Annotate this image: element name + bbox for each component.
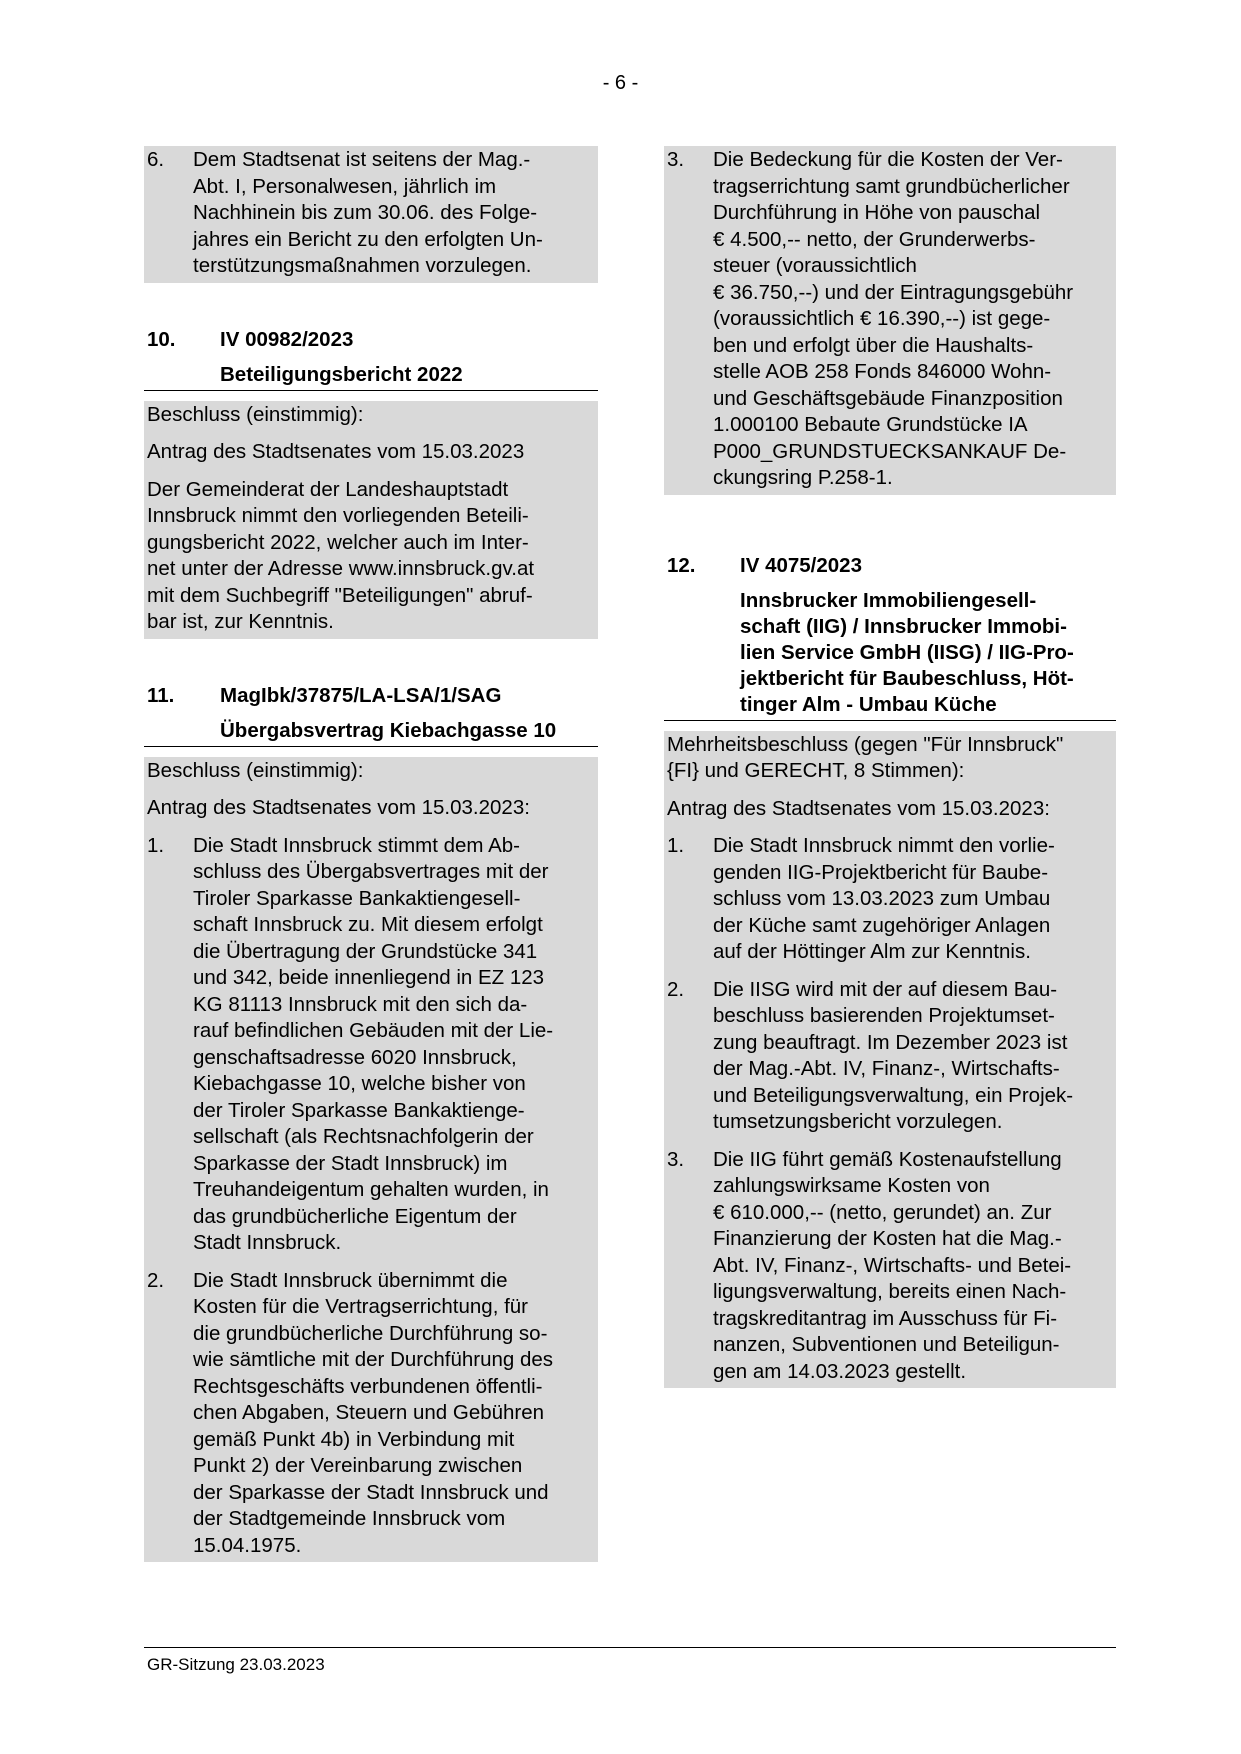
text-line: wie sämtliche mit der Durchführung des (193, 1348, 554, 1371)
text-line: Kiebachgasse 10, welche bisher von (193, 1072, 526, 1095)
item-text (193, 833, 595, 1257)
section-10-body (144, 401, 598, 639)
text-line: net unter der Adresse www.innsbruck.gv.at (147, 557, 535, 580)
text-line: € 36.750,--) und der Eintragungsgebühr (713, 280, 1074, 304)
item-number: 6. (147, 148, 165, 171)
section-title: Übergabsvertrag Kiebachgasse 10 (144, 718, 598, 747)
text-line: ben und erfolgt über die Haushalts- (713, 333, 1034, 357)
text-line: Tiroler Sparkasse Bankaktiengesell- (193, 886, 521, 910)
item-6-block (144, 146, 598, 283)
text-line: tragserrichtung samt grundbücherlicher (713, 174, 1070, 198)
text-line: der Sparkasse der Stadt Innsbruck und (193, 1480, 549, 1504)
text-line: und Beteiligungsverwaltung, ein Projek- (713, 1083, 1074, 1107)
motion-line: Antrag des Stadtsenates vom 15.03.2023 (147, 440, 525, 463)
resolution-type: Beschluss (einstimmig): (147, 402, 364, 426)
text-line: Die Stadt Innsbruck stimmt dem Ab- (193, 833, 520, 857)
text-line: Die IIG führt gemäß Kostenaufstellung (713, 1147, 1062, 1171)
text-line: Die Bedeckung für die Kosten der Ver- (713, 148, 1063, 171)
item-number: 1. (667, 834, 685, 857)
text-line: der Tiroler Sparkasse Bankaktienge- (193, 1098, 525, 1122)
text-line: Sparkasse der Stadt Innsbruck) im (193, 1151, 508, 1175)
text-line: und 342, beide innenliegend in EZ 123 (193, 966, 545, 989)
text-line: Treuhandeigentum gehalten wurden, in (193, 1178, 549, 1201)
text-line: Abt. I, Personalwesen, jährlich im (193, 174, 497, 198)
text-line: Der Gemeinderat der Landeshauptstadt (147, 477, 509, 501)
text-line: Nachhinein bis zum 30.06. des Folge- (193, 201, 538, 224)
text-line: Die Stadt Innsbruck übernimmt die (193, 1268, 508, 1292)
text-line: der Stadtgemeinde Innsbruck vom (193, 1507, 506, 1530)
item-text (713, 147, 1113, 492)
text-line: die Übertragung der Grundstücke 341 (193, 939, 538, 963)
list-item (664, 977, 1116, 1136)
text-line: steuer (voraussichtlich (713, 254, 917, 277)
item-text (193, 147, 595, 280)
text-line: gen am 14.03.2023 gestellt. (713, 1359, 967, 1383)
item-text (193, 1268, 595, 1560)
item-text (713, 833, 1113, 966)
section-code: IV 00982/2023 (220, 327, 354, 351)
resolution-text (144, 477, 598, 636)
text-line: mit dem Suchbegriff "Beteiligungen" abruf- (147, 583, 533, 607)
text-line: rauf befindlichen Gebäuden mit der Lie- (193, 1019, 554, 1042)
text-line: {FI} und GERECHT, 8 Stimmen): (667, 759, 965, 782)
text-line: Rechtsgeschäfts verbundenen öffentli- (193, 1374, 543, 1398)
text-line: € 610.000,-- (netto, gerundet) an. Zur (713, 1200, 1052, 1224)
text-line: und Geschäftsgebäude Finanzposition (713, 386, 1063, 410)
text-line: bar ist, zur Kenntnis. (147, 610, 334, 633)
text-line: (voraussichtlich € 16.390,--) ist gege- (713, 307, 1051, 330)
text-line: Dem Stadtsenat ist seitens der Mag.- (193, 148, 531, 171)
text-line: ligungsverwaltung, bereits einen Nach- (713, 1280, 1067, 1303)
title-line: tinger Alm - Umbau Küche (740, 692, 997, 716)
footer-session-date: GR-Sitzung 23.03.2023 (147, 1655, 325, 1674)
text-line: Die Stadt Innsbruck nimmt den vorlie- (713, 834, 1055, 857)
item-3-block (664, 146, 1116, 495)
text-line: der Küche samt zugehöriger Anlagen (713, 913, 1051, 937)
text-line: genden IIG-Projektbericht für Baube- (713, 860, 1049, 884)
text-line: Innsbruck nimmt den vorliegenden Beteili- (147, 504, 529, 527)
section-number: 11. (147, 683, 175, 707)
list-item (144, 833, 598, 1257)
text-line: schaft Innsbruck zu. Mit diesem erfolgt (193, 913, 543, 936)
text-line: Die IISG wird mit der auf diesem Bau- (713, 977, 1058, 1001)
text-line: der Mag.-Abt. IV, Finanz-, Wirtschafts- (713, 1057, 1060, 1080)
text-line: schluss des Übergabsvertrages mit der (193, 860, 549, 883)
text-line: jahres ein Bericht zu den erfolgten Un- (193, 227, 543, 251)
text-line: gemäß Punkt 4b) in Verbindung mit (193, 1427, 515, 1451)
text-line: auf der Höttinger Alm zur Kenntnis. (713, 940, 1031, 963)
item-number: 3. (667, 148, 685, 171)
section-11-body (144, 757, 598, 1563)
section-title: Beteiligungsbericht 2022 (144, 362, 598, 391)
item-number: 1. (147, 833, 165, 857)
text-line: P000_GRUNDSTUECKSANKAUF De- (713, 439, 1067, 463)
resolution-type (664, 732, 1116, 785)
text-line: die grundbücherliche Durchführung so- (193, 1321, 548, 1345)
text-line: tragskreditantrag im Ausschuss für Fi- (713, 1306, 1058, 1330)
title-line: Innsbrucker Immobiliengesell- (740, 588, 1037, 612)
text-line: schluss vom 13.03.2023 zum Umbau (713, 887, 1051, 910)
text-line: zahlungswirksame Kosten von (713, 1174, 990, 1197)
text-line: Stadt Innsbruck. (193, 1231, 342, 1254)
title-line: schaft (IIG) / Innsbrucker Immobi- (740, 614, 1067, 638)
page-number: - 6 - (602, 72, 639, 94)
list-item (664, 1147, 1116, 1386)
section-code: MagIbk/37875/LA-LSA/1/SAG (220, 683, 502, 707)
text-line: tumsetzungsbericht vorzulegen. (713, 1110, 1003, 1133)
text-line: genschaftsadresse 6020 Innsbruck, (193, 1045, 517, 1069)
text-line: gungsbericht 2022, welcher auch im Inter- (147, 530, 529, 554)
text-line: nanzen, Subventionen und Beteiligun- (713, 1333, 1060, 1356)
right-column (664, 146, 1116, 1388)
section-11-heading (144, 683, 598, 747)
section-12-body (664, 731, 1116, 1389)
text-line: € 4.500,-- netto, der Grunderwerbs- (713, 227, 1036, 251)
list-item (664, 833, 1116, 966)
text-line: Kosten für die Vertragserrichtung, für (193, 1295, 529, 1318)
section-code: IV 4075/2023 (740, 553, 862, 577)
text-line: 1.000100 Bebaute Grundstücke IA (713, 413, 1028, 436)
resolution-type: Beschluss (einstimmig): (147, 758, 364, 782)
title-line: lien Service GmbH (IISG) / IIG-Pro- (740, 640, 1074, 664)
list-item (144, 147, 598, 280)
section-number: 10. (147, 327, 176, 351)
text-line: ckungsring P.258-1. (713, 466, 893, 489)
text-line: sellschaft (als Rechtsnachfolgerin der (193, 1125, 534, 1148)
text-line: terstützungsmaßnahmen vorzulegen. (193, 254, 532, 277)
text-line: Punkt 2) der Vereinbarung zwischen (193, 1454, 523, 1477)
text-line: Abt. IV, Finanz-, Wirtschafts- und Betei- (713, 1253, 1072, 1277)
section-12-heading (664, 553, 1116, 721)
text-line: das grundbücherliche Eigentum der (193, 1204, 517, 1228)
motion-line: Antrag des Stadtsenates vom 15.03.2023: (667, 796, 1050, 820)
section-number: 12. (667, 553, 696, 577)
text-line: KG 81113 Innsbruck mit den sich da- (193, 992, 528, 1016)
text-line: beschluss basierenden Projektumset- (713, 1004, 1055, 1027)
text-line: Finanzierung der Kosten hat die Mag.- (713, 1227, 1062, 1250)
list-item (664, 147, 1116, 492)
item-text (713, 977, 1113, 1136)
item-number: 3. (667, 1147, 685, 1171)
title-line: jektbericht für Baubeschluss, Höt- (740, 666, 1074, 690)
footer-divider (144, 1647, 1116, 1648)
left-column (144, 146, 598, 1562)
list-item (144, 1268, 598, 1560)
text-line: zung beauftragt. Im Dezember 2023 ist (713, 1030, 1068, 1054)
item-number: 2. (147, 1268, 165, 1292)
item-text (713, 1147, 1113, 1386)
section-10-heading (144, 327, 598, 391)
text-line: Durchführung in Höhe von pauschal (713, 201, 1041, 224)
text-line: stelle AOB 258 Fonds 846000 Wohn- (713, 360, 1052, 383)
section-title (664, 588, 1116, 721)
motion-line: Antrag des Stadtsenates vom 15.03.2023: (147, 796, 530, 819)
text-line: 15.04.1975. (193, 1533, 302, 1557)
text-line: Mehrheitsbeschluss (gegen "Für Innsbruck" (667, 732, 1064, 756)
item-number: 2. (667, 977, 685, 1001)
text-line: chen Abgaben, Steuern und Gebühren (193, 1401, 545, 1424)
